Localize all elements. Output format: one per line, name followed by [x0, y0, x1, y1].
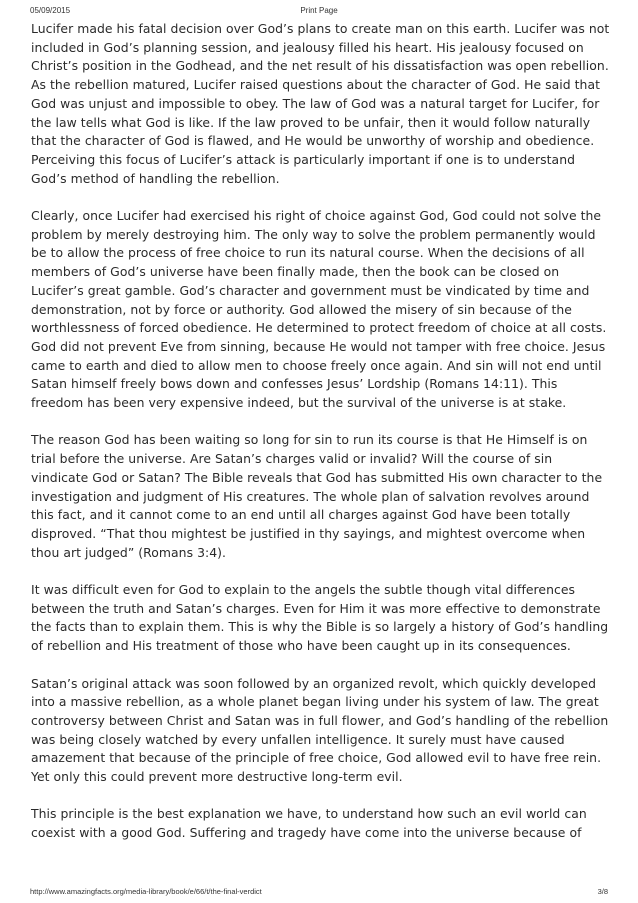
print-title: Print Page [300, 6, 338, 15]
print-header [30, 6, 608, 18]
paragraph: Clearly, once Lucifer had exercised his right of choice against God, God could not solve the problem by merely destroying him. The only way to solve the problem permanently would be to allow the process of free choice to run its natural course. When the decisions of all members of God’s universe have been finally made, then the book can be closed on Lucifer’s great gamble. God’s character and government must be vindicated by time and demonstration, not by force or authority. God allowed the misery of sin because of the worthlessness of forced obedience. He determined to protect freedom of choice at all costs. God did not prevent Eve from sinning, because He would not tamper with free choice. Jesus came to earth and died to allow men to choose freely once again. And sin will not end until Satan himself freely bows down and confesses Jesus’ Lordship (Romans 14:11). This freedom has been very expensive indeed, but the survival of the universe is at stake. [31, 208, 607, 411]
source-url: http://www.amazingfacts.org/media-library/book/e/66/t/the-final-verdict [30, 887, 262, 896]
paragraph: It was difficult even for God to explain to the angels the subtle though vital differences between the truth and Satan’s charges. Even for Him it was more effective to demonstrate the facts than to explain them. This is why the Bible is so largely a history of God’s handling of rebellion and His treatment of those who have been caught up in its consequences. [31, 582, 609, 654]
paragraph: This principle is the best explanation we have, to understand how such an evil world can coexist with a good God. Suffering and tragedy have come into the universe because of [31, 806, 587, 841]
paragraph: The reason God has been waiting so long for sin to run its course is that He Himself is on trial before the universe. Are Satan’s charges valid or invalid? Will the course of sin vindicate God or Satan? The Bible reveals that God has submitted His own character to the investigation and judgment of His creatures. The whole plan of salvation revolves around this fact, and it cannot come to an end until all charges against God have been totally disproved. “That thou mightest be justified in thy sayings, and mightest overcome when thou art judged” (Romans 3:4). [31, 432, 603, 560]
paragraph: Satan’s original attack was soon followed by an organized revolt, which quickly developed into a massive rebellion, as a whole planet began living under his system of law. The great controversy between Christ and Satan was in full flower, and God’s handling of the rebellion was being closely watched by every unfallen intelligence. It surely must have caused amazement that because of the principle of free choice, God allowed evil to have free rein. Yet only this could prevent more destructive long-term evil. [31, 675, 609, 785]
print-date: 05/09/2015 [30, 6, 71, 15]
paragraph: Lucifer made his fatal decision over God’s plans to create man on this earth. Lucifer was not included in God’s planning session, and jealousy filled his heart. His jealousy focused on Christ’s position in the Godhead, and the net result of his dissatisfaction was open rebellion. As the rebellion matured, Lucifer raised questions about the character of God. He said that God was unjust and impossible to obey. The law of God was a natural target for Lucifer, for the law tells what God is like. If the law proved to be unfair, then it would follow naturally that the character of God is flawed, and He would be unworthy of worship and obedience. Perceiving this focus of Lucifer’s attack is particularly important if one is to understand God’s method of handling the rebellion. [31, 21, 610, 186]
article-body [31, 20, 613, 862]
print-footer [30, 887, 608, 899]
page-number: 3/8 [597, 887, 608, 896]
